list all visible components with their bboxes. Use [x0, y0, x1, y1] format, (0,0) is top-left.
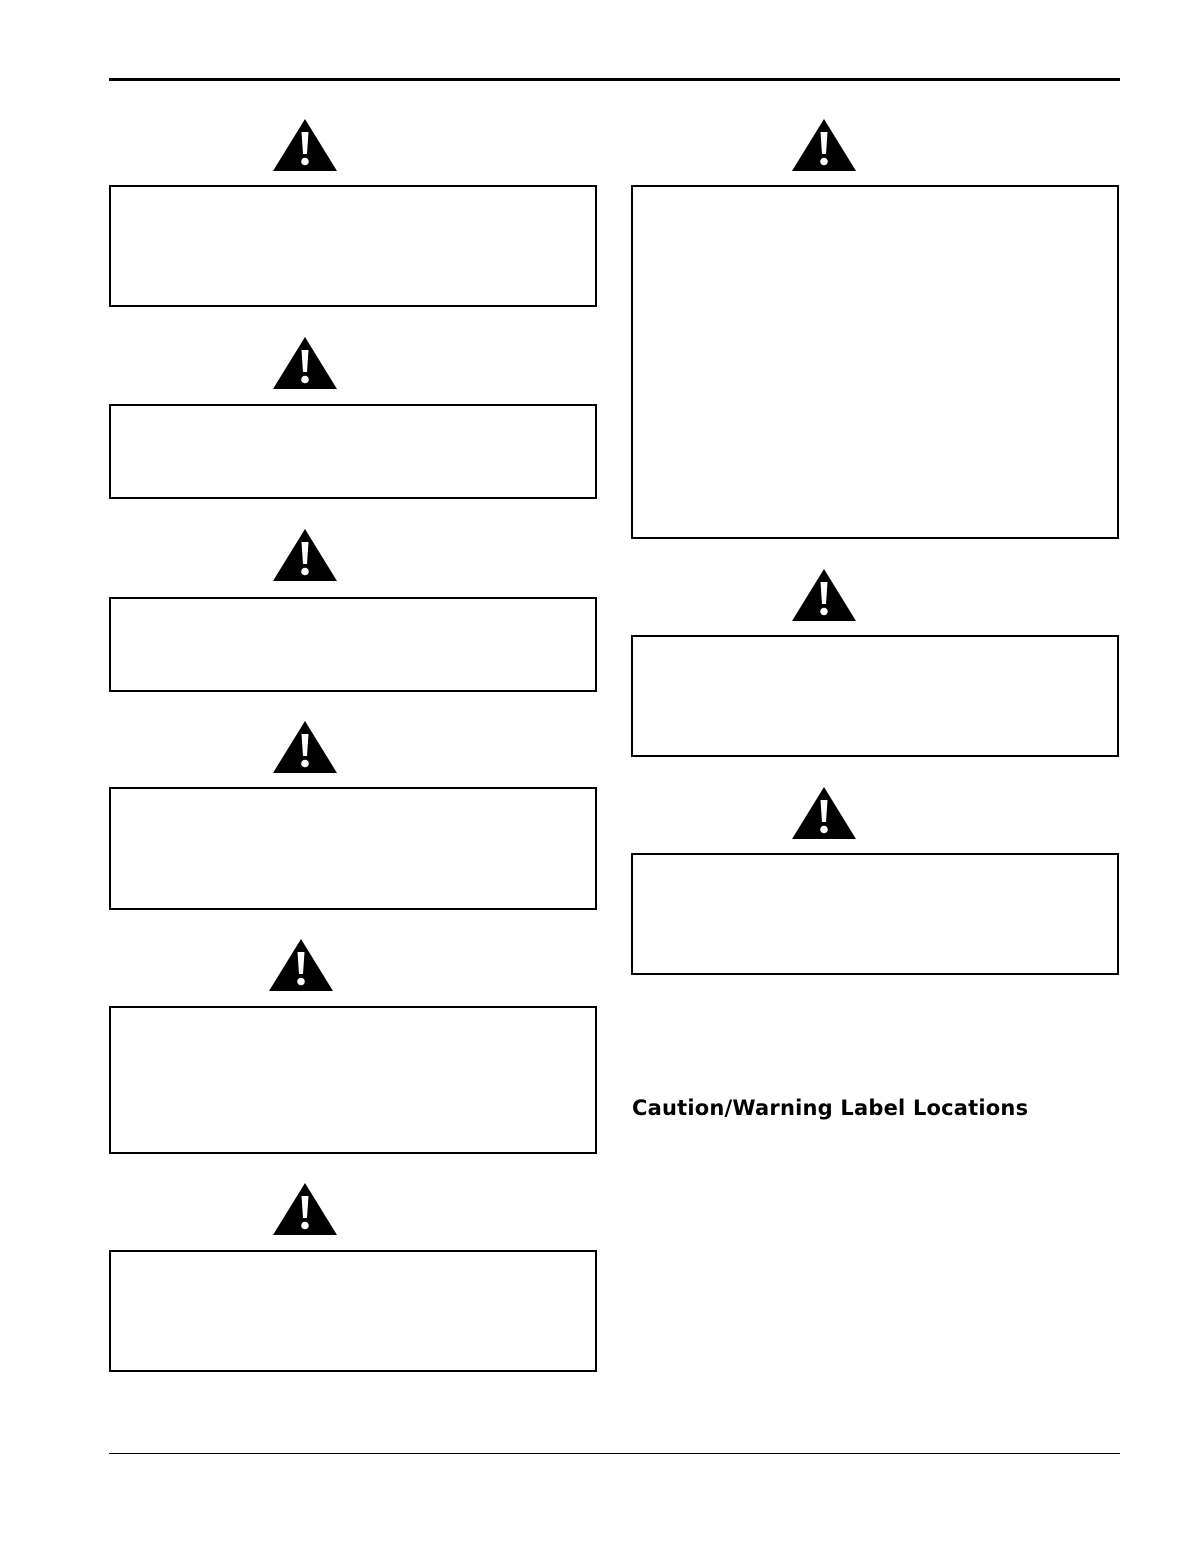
warning-text [111, 187, 595, 207]
warning-text [111, 1252, 595, 1272]
section-heading: Caution/Warning Label Locations [632, 1096, 1029, 1120]
warning-text [633, 187, 1117, 207]
warning-text [111, 406, 595, 426]
warning-text [111, 599, 595, 619]
warning-box [631, 853, 1119, 975]
header-rule [109, 78, 1120, 81]
warning-box [631, 185, 1119, 539]
warning-box [109, 1006, 597, 1154]
warning-box [109, 185, 597, 307]
warning-triangle-icon [272, 720, 338, 774]
warning-text [111, 1008, 595, 1028]
warning-box [109, 404, 597, 499]
warning-triangle-icon [272, 118, 338, 172]
warning-box [109, 597, 597, 692]
warning-text [633, 855, 1117, 875]
warning-text [633, 637, 1117, 657]
warning-triangle-icon [272, 336, 338, 390]
warning-box [109, 1250, 597, 1372]
warning-triangle-icon [272, 1182, 338, 1236]
warning-triangle-icon [268, 938, 334, 992]
warning-box [109, 787, 597, 910]
warning-box [631, 635, 1119, 757]
warning-triangle-icon [791, 118, 857, 172]
warning-triangle-icon [272, 528, 338, 582]
footer-rule [109, 1453, 1120, 1454]
warning-triangle-icon [791, 786, 857, 840]
warning-text [111, 789, 595, 809]
warning-triangle-icon [791, 568, 857, 622]
